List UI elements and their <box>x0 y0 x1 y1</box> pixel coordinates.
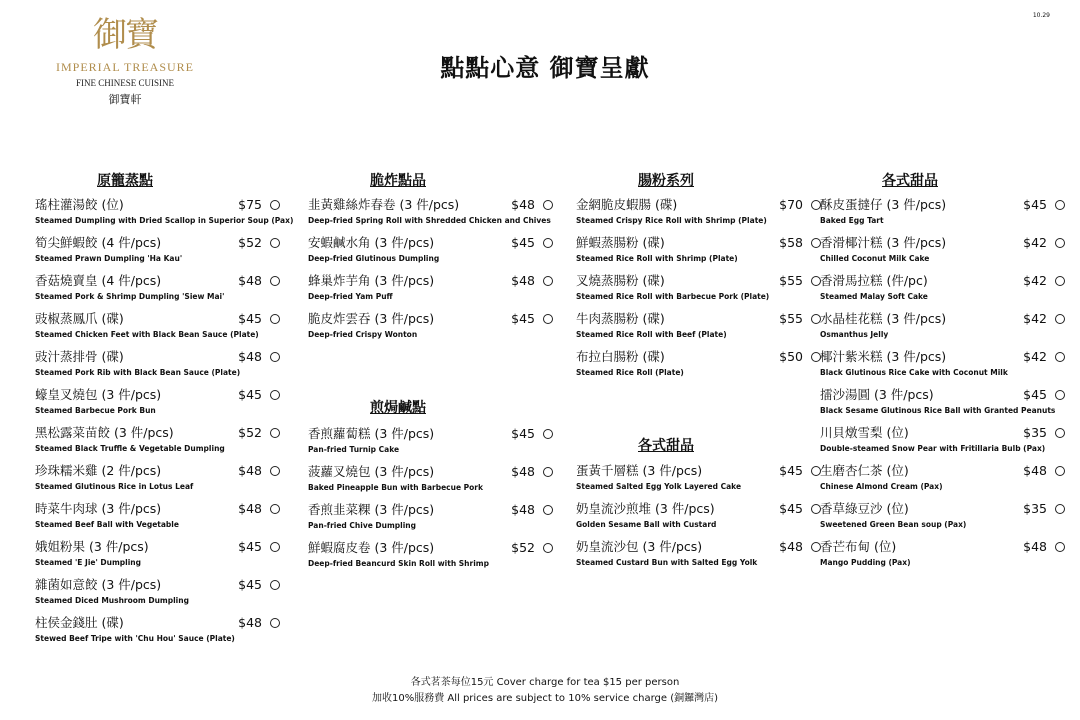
item-price: $48 <box>1023 539 1047 554</box>
item-name: 水晶桂花糕 (3 件/pcs) <box>820 311 947 326</box>
item-name: 香芒布甸 (位) <box>820 539 897 554</box>
item-english-name: Steamed Malay Soft Cake <box>820 292 928 301</box>
item-price: $50 <box>779 349 803 364</box>
item-english-name: Pan-fried Turnip Cake <box>308 445 400 454</box>
item-price: $55 <box>779 311 803 326</box>
item-name: 時菜牛肉球 (3 件/pcs) <box>35 501 162 516</box>
item-name: 布拉白腸粉 (碟) <box>576 349 665 364</box>
order-radio-icon[interactable] <box>543 238 553 248</box>
menu-item <box>820 463 1065 499</box>
menu-item <box>820 235 1065 271</box>
item-price: $45 <box>511 311 535 326</box>
section-title: 各式甜品 <box>882 173 938 189</box>
section-title: 煎焗鹹點 <box>370 400 426 416</box>
menu-item <box>820 387 1065 423</box>
item-english-name: Double-steamed Snow Pear with Fritillaria Bulb (Pax) <box>820 444 1046 453</box>
menu-item <box>35 425 280 461</box>
order-radio-icon[interactable] <box>270 428 280 438</box>
item-price: $42 <box>1023 349 1047 364</box>
order-radio-icon[interactable] <box>270 390 280 400</box>
item-name: 香滑馬拉糕 (件/pc) <box>820 273 928 288</box>
logo-emblem: 御寶 <box>93 15 157 55</box>
item-name: 川貝燉雪梨 (位) <box>820 425 909 440</box>
order-radio-icon[interactable] <box>1055 390 1065 400</box>
order-radio-icon[interactable] <box>1055 428 1065 438</box>
item-price: $35 <box>1023 425 1047 440</box>
order-radio-icon[interactable] <box>543 276 553 286</box>
item-price: $48 <box>238 273 262 288</box>
item-price: $35 <box>1023 501 1047 516</box>
tea-charge-note: 各式茗茶每位15元 Cover charge for tea $15 per person <box>410 677 680 688</box>
item-name: 菠蘿叉燒包 (3 件/pcs) <box>308 464 435 479</box>
item-price: $42 <box>1023 311 1047 326</box>
item-english-name: Steamed Chicken Feet with Black Bean Sauce (Plate) <box>35 330 259 339</box>
item-english-name: Steamed Prawn Dumpling 'Ha Kau' <box>35 254 183 263</box>
item-english-name: Steamed Rice Roll with Barbecue Pork (Plate) <box>576 292 770 301</box>
menu-title: 點點心意 御寶呈獻 <box>440 54 650 82</box>
order-radio-icon[interactable] <box>1055 466 1065 476</box>
menu-item <box>576 349 821 385</box>
order-radio-icon[interactable] <box>270 504 280 514</box>
order-radio-icon[interactable] <box>270 542 280 552</box>
logo-subtitle: FINE CHINESE CUISINE <box>76 78 174 88</box>
menu-item <box>820 349 1065 385</box>
order-radio-icon[interactable] <box>270 238 280 248</box>
item-price: $48 <box>511 464 535 479</box>
menu-item <box>35 577 280 613</box>
menu-item <box>35 273 280 309</box>
menu-item <box>820 311 1065 347</box>
item-english-name: Pan-fried Chive Dumpling <box>308 521 417 530</box>
item-english-name: Mango Pudding (Pax) <box>820 558 911 567</box>
item-name: 擂沙湯圓 (3 件/pcs) <box>820 387 934 402</box>
item-name: 鮮蝦蒸腸粉 (碟) <box>576 235 665 250</box>
item-english-name: Steamed Rice Roll with Beef (Plate) <box>576 330 727 339</box>
item-price: $52 <box>511 540 535 555</box>
order-radio-icon[interactable] <box>270 580 280 590</box>
item-price: $55 <box>779 273 803 288</box>
item-name: 韭黃雞絲炸春卷 (3 件/pcs) <box>308 197 460 212</box>
item-english-name: Steamed Salted Egg Yolk Layered Cake <box>576 482 742 491</box>
item-price: $45 <box>511 426 535 441</box>
item-english-name: Steamed Rice Roll with Shrimp (Plate) <box>576 254 738 263</box>
logo-name: IMPERIAL TREASURE <box>55 60 194 74</box>
item-name: 蜂巢炸芋角 (3 件/pcs) <box>308 273 435 288</box>
item-name: 黑松露菜苗餃 (3 件/pcs) <box>35 425 174 440</box>
item-price: $48 <box>779 539 803 554</box>
item-name: 金網脆皮蝦腸 (碟) <box>576 197 678 212</box>
order-radio-icon[interactable] <box>543 467 553 477</box>
menu-item <box>308 235 553 271</box>
menu-item <box>576 539 821 575</box>
menu-item <box>35 197 294 233</box>
item-price: $52 <box>238 425 262 440</box>
item-price: $45 <box>779 501 803 516</box>
item-english-name: Baked Egg Tart <box>820 216 884 225</box>
item-name: 筍尖鮮蝦餃 (4 件/pcs) <box>35 235 162 250</box>
menu-item <box>35 349 280 385</box>
menu-item <box>820 501 1065 537</box>
item-name: 鮮蝦腐皮卷 (3 件/pcs) <box>308 540 435 555</box>
item-name: 香滑椰汁糕 (3 件/pcs) <box>820 235 947 250</box>
order-radio-icon[interactable] <box>1055 352 1065 362</box>
item-price: $45 <box>511 235 535 250</box>
menu-item <box>576 197 821 233</box>
menu-item <box>35 387 280 423</box>
item-price: $48 <box>238 615 262 630</box>
item-english-name: Chilled Coconut Milk Cake <box>820 254 930 263</box>
item-price: $45 <box>238 577 262 592</box>
menu-item <box>35 311 280 347</box>
service-charge-note: 加收10%服務費 All prices are subject to 10% service charge (銅鑼灣店) <box>371 693 719 704</box>
item-name: 叉燒蒸腸粉 (碟) <box>576 273 665 288</box>
order-radio-icon[interactable] <box>270 314 280 324</box>
item-price: $48 <box>1023 463 1047 478</box>
item-name: 椰汁紫米糕 (3 件/pcs) <box>820 349 947 364</box>
item-name: 娥姐粉果 (3 件/pcs) <box>35 539 149 554</box>
menu-item <box>576 311 821 347</box>
order-radio-icon[interactable] <box>1055 238 1065 248</box>
item-english-name: Deep-fried Glutinous Dumpling <box>308 254 440 263</box>
item-english-name: Golden Sesame Ball with Custard <box>576 520 717 529</box>
item-name: 奶皇流沙包 (3 件/pcs) <box>576 539 703 554</box>
item-price: $48 <box>511 273 535 288</box>
menu-item <box>35 615 280 651</box>
section-title: 原籠蒸點 <box>97 173 153 189</box>
order-radio-icon[interactable] <box>270 352 280 362</box>
menu-item <box>35 463 280 499</box>
order-radio-icon[interactable] <box>270 466 280 476</box>
menu-item <box>820 425 1065 461</box>
item-name: 香煎蘿蔔糕 (3 件/pcs) <box>308 426 435 441</box>
item-name: 香菇燒賣皇 (4 件/pcs) <box>35 273 162 288</box>
item-price: $48 <box>511 197 535 212</box>
order-radio-icon[interactable] <box>1055 504 1065 514</box>
item-price: $70 <box>779 197 803 212</box>
item-price: $45 <box>238 387 262 402</box>
item-english-name: Deep-fried Spring Roll with Shredded Chicken and Chives <box>308 216 551 225</box>
item-english-name: Steamed Pork & Shrimp Dumpling 'Siew Mai' <box>35 292 225 301</box>
item-name: 牛肉蒸腸粉 (碟) <box>576 311 665 326</box>
item-name: 安蝦鹹水角 (3 件/pcs) <box>308 235 435 250</box>
menu-item <box>308 502 553 538</box>
item-english-name: Steamed Custard Bun with Salted Egg Yolk <box>576 558 758 567</box>
menu-item <box>576 235 821 271</box>
menu-item <box>308 311 553 347</box>
item-price: $45 <box>1023 197 1047 212</box>
item-price: $48 <box>238 349 262 364</box>
item-english-name: Steamed Beef Ball with Vegetable <box>35 520 179 529</box>
menu-item <box>820 197 1065 233</box>
order-radio-icon[interactable] <box>543 314 553 324</box>
logo-chinese-name: 御寶軒 <box>108 93 142 106</box>
order-radio-icon[interactable] <box>270 618 280 628</box>
item-english-name: Sweetened Green Bean soup (Pax) <box>820 520 967 529</box>
item-price: $75 <box>238 197 262 212</box>
section-title: 腸粉系列 <box>638 173 694 189</box>
item-english-name: Steamed Rice Roll (Plate) <box>576 368 684 377</box>
item-name: 蛋黃千層糕 (3 件/pcs) <box>576 463 703 478</box>
menu-item <box>576 501 821 537</box>
menu-item <box>308 540 553 576</box>
order-radio-icon[interactable] <box>1055 200 1065 210</box>
item-english-name: Steamed 'E Jie' Dumpling <box>35 558 141 567</box>
item-name: 蠔皇叉燒包 (3 件/pcs) <box>35 387 162 402</box>
menu-item <box>820 539 1065 575</box>
item-name: 脆皮炸雲吞 (3 件/pcs) <box>308 311 435 326</box>
item-english-name: Steamed Crispy Rice Roll with Shrimp (Plate) <box>576 216 767 225</box>
item-price: $48 <box>238 501 262 516</box>
item-name: 豉汁蒸排骨 (碟) <box>35 349 124 364</box>
item-name: 酥皮蛋撻仔 (3 件/pcs) <box>820 197 947 212</box>
menu-item <box>308 197 553 233</box>
item-english-name: Baked Pineapple Bun with Barbecue Pork <box>308 483 483 492</box>
item-price: $52 <box>238 235 262 250</box>
menu-item <box>576 463 821 499</box>
item-english-name: Steamed Diced Mushroom Dumpling <box>35 596 189 605</box>
order-radio-icon[interactable] <box>1055 542 1065 552</box>
item-name: 奶皇流沙煎堆 (3 件/pcs) <box>576 501 715 516</box>
item-name: 香草綠豆沙 (位) <box>820 501 909 516</box>
menu-item <box>35 539 280 575</box>
item-name: 珍珠糯米雞 (2 件/pcs) <box>35 463 162 478</box>
version-code: 10.29 <box>1032 12 1050 19</box>
item-english-name: Steamed Pork Rib with Black Bean Sauce (Plate) <box>35 368 241 377</box>
item-english-name: Steamed Dumpling with Dried Scallop in Superior Soup (Pax) <box>35 216 294 225</box>
item-english-name: Black Glutinous Rice Cake with Coconut Milk <box>820 368 1008 377</box>
item-english-name: Stewed Beef Tripe with 'Chu Hou' Sauce (Plate) <box>35 634 235 643</box>
item-english-name: Black Sesame Glutinous Rice Ball with Granted Peanuts <box>820 406 1056 415</box>
item-english-name: Deep-fried Beancurd Skin Roll with Shrimp <box>308 559 489 568</box>
item-price: $45 <box>1023 387 1047 402</box>
order-radio-icon[interactable] <box>543 200 553 210</box>
menu-item <box>35 501 280 537</box>
menu-item <box>35 235 280 271</box>
item-name: 瑤柱灌湯餃 (位) <box>35 197 124 212</box>
item-price: $42 <box>1023 235 1047 250</box>
item-english-name: Deep-fried Yam Puff <box>308 292 393 301</box>
menu-item <box>308 273 553 309</box>
order-radio-icon[interactable] <box>270 200 280 210</box>
item-name: 生磨杏仁茶 (位) <box>820 463 909 478</box>
section-title: 各式甜品 <box>638 438 694 454</box>
order-radio-icon[interactable] <box>543 429 553 439</box>
item-name: 柱侯金錢肚 (碟) <box>35 615 124 630</box>
item-english-name: Steamed Black Truffle & Vegetable Dumpling <box>35 444 225 453</box>
item-price: $58 <box>779 235 803 250</box>
section-title: 脆炸點品 <box>370 173 426 189</box>
item-price: $45 <box>238 311 262 326</box>
order-radio-icon[interactable] <box>543 543 553 553</box>
menu-item <box>820 273 1065 309</box>
item-english-name: Steamed Glutinous Rice in Lotus Leaf <box>35 482 194 491</box>
item-name: 豉椒蒸鳳爪 (碟) <box>35 311 124 326</box>
order-radio-icon[interactable] <box>1055 276 1065 286</box>
menu-item <box>576 273 821 309</box>
item-price: $45 <box>238 539 262 554</box>
item-english-name: Steamed Barbecue Pork Bun <box>35 406 156 415</box>
menu-item <box>308 426 553 462</box>
item-name: 香煎韭菜粿 (3 件/pcs) <box>308 502 435 517</box>
item-name: 雜菌如意餃 (3 件/pcs) <box>35 577 162 592</box>
order-radio-icon[interactable] <box>1055 314 1065 324</box>
item-english-name: Deep-fried Crispy Wonton <box>308 330 418 339</box>
item-price: $42 <box>1023 273 1047 288</box>
item-english-name: Chinese Almond Cream (Pax) <box>820 482 943 491</box>
item-price: $48 <box>511 502 535 517</box>
item-price: $48 <box>238 463 262 478</box>
menu-item <box>308 464 553 500</box>
order-radio-icon[interactable] <box>543 505 553 515</box>
item-english-name: Osmanthus Jelly <box>820 330 889 339</box>
item-price: $45 <box>779 463 803 478</box>
order-radio-icon[interactable] <box>270 276 280 286</box>
